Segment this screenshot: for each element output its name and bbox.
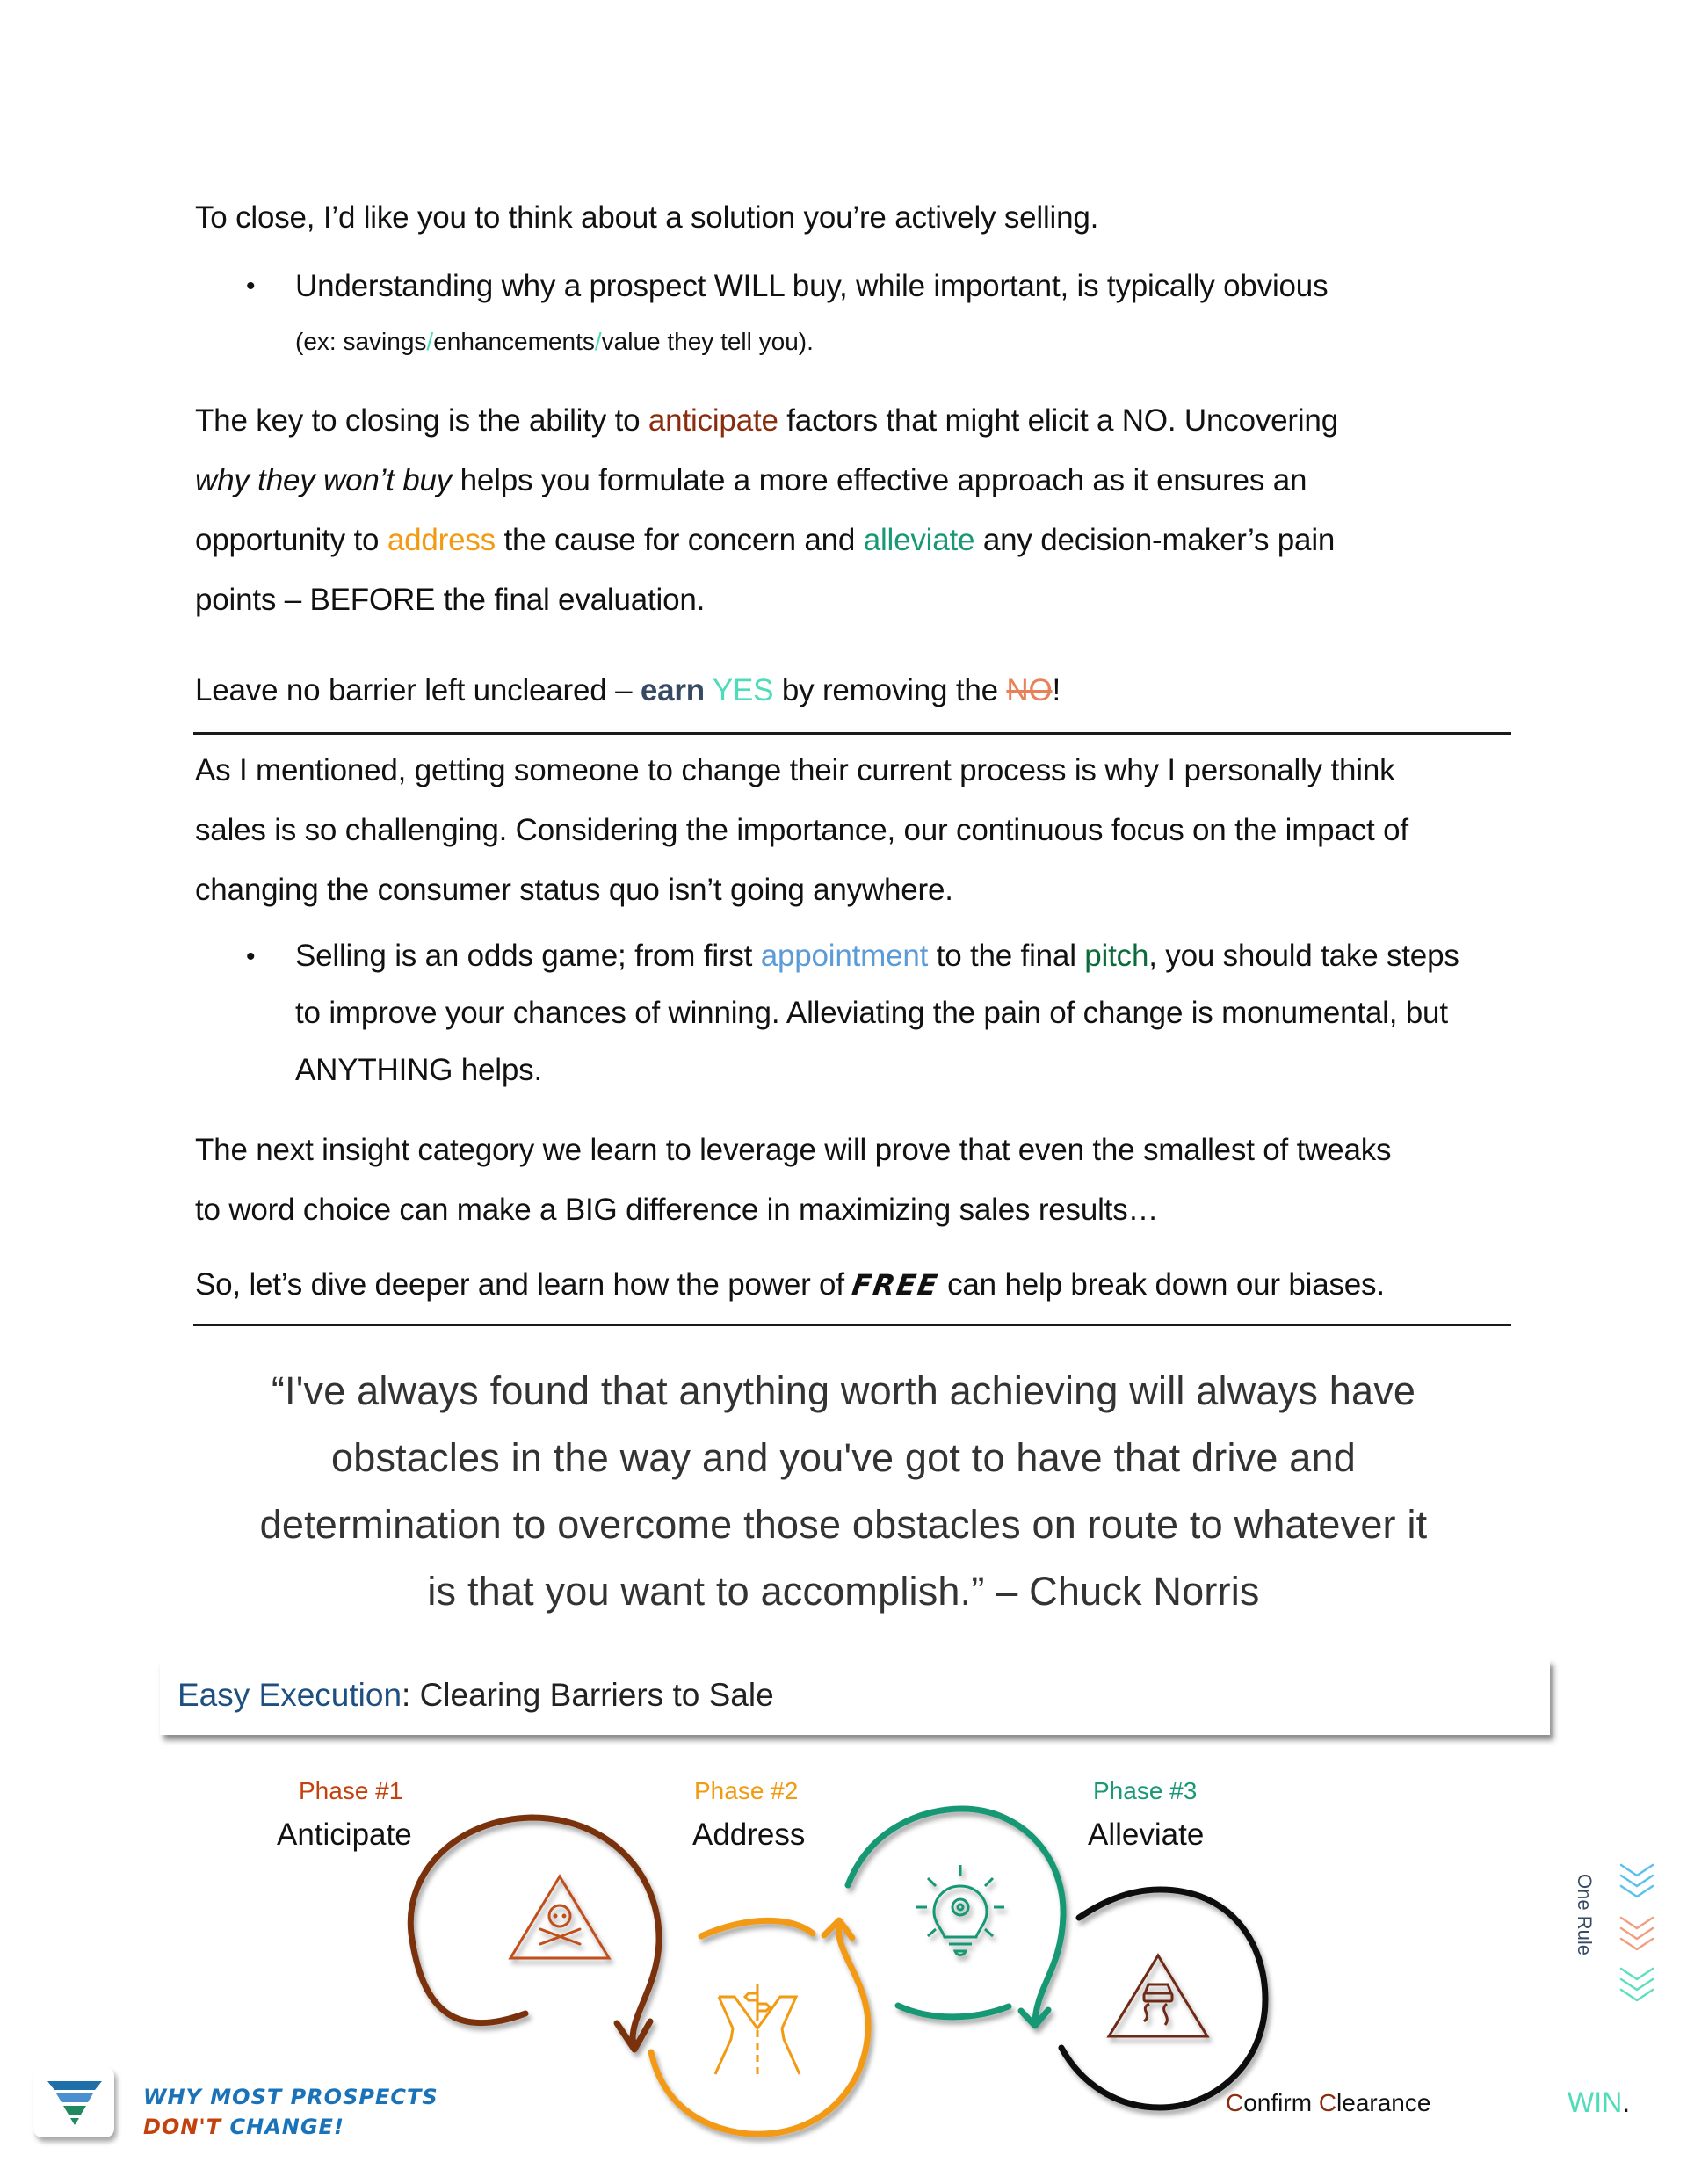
italic-why-they-wont-buy: why they won’t buy: [195, 463, 453, 497]
mentioned-line-3: changing the consumer status quo isn’t going anywhere.: [195, 873, 953, 907]
triple-chevron-down-icons: [1621, 1865, 1653, 2000]
chuck-norris-quote: [176, 1358, 1511, 1625]
odds-line-3: ANYTHING helps.: [295, 1053, 542, 1087]
alleviate-word: alleviate: [863, 523, 975, 557]
brand-line-2: DON'T CHANGE!: [143, 2115, 344, 2139]
brand-line-1: WHY MOST PROSPECTS: [143, 2085, 438, 2109]
tagline: Leave no barrier left uncleared – earn YES by removing the NO!: [195, 673, 1061, 707]
phase-2-name: Address: [692, 1818, 806, 1852]
phase-1-label: Phase #1: [299, 1777, 403, 1804]
skull-crossbones-warning-icon: [510, 1876, 609, 1958]
lightbulb-gear-icon: [916, 1865, 1004, 1955]
mentioned-paragraph: [195, 741, 1513, 920]
quote-line-1: “I've always found that anything worth achieving will always have: [271, 1368, 1416, 1413]
heading-rest: : Clearing Barriers to Sale: [402, 1677, 774, 1713]
key-line-4: points – BEFORE the final evaluation.: [195, 583, 706, 617]
intro-bullet: Understanding why a prospect WILL buy, while important, is typically obvious: [295, 269, 1329, 303]
funnel-logo-icon: [33, 2067, 114, 2137]
phase-3-loop-arrow: [848, 1809, 1063, 2026]
chevron-green-icon: [1621, 1969, 1653, 2000]
odds-line-2: to improve your chances of winning. Alleviating the pain of change is monumental, but: [295, 996, 1448, 1030]
intro-line: To close, I’d like you to think about a solution you’re actively selling.: [195, 200, 1099, 235]
quote-line-3: determination to overcome those obstacles on route to whatever it: [259, 1502, 1428, 1547]
heading-accent: Easy Execution: [177, 1677, 402, 1713]
phase-1-loop-arrow: [410, 1818, 659, 2050]
win-label: WIN.: [1568, 2086, 1631, 2118]
mentioned-line-1: As I mentioned, getting someone to change their current process is why I personally think: [195, 753, 1395, 787]
free-word-brush: FREE: [850, 1268, 942, 1302]
bullet-dot: •: [246, 942, 256, 971]
section-heading-box: [160, 1659, 1550, 1735]
phase-3-name: Alleviate: [1088, 1818, 1205, 1852]
example-value: value they tell you).: [601, 328, 814, 355]
appointment-word: appointment: [760, 939, 929, 973]
key-line-1: The key to closing is the ability to anticipate factors that might elicit a NO. Uncovering: [195, 403, 1338, 438]
example-savings: (ex: savings: [295, 328, 427, 355]
funnel-logo: [33, 2067, 114, 2137]
chevron-orange-icon: [1621, 1918, 1653, 1949]
dive-line: So, let’s dive deeper and learn how the power of FREE can help break down our biases.: [195, 1255, 1513, 1315]
quote-line-2: obstacles in the way and you've got to have that drive and: [331, 1435, 1356, 1480]
no-word-strikethrough: NO: [1006, 673, 1053, 707]
pitch-word: pitch: [1084, 939, 1149, 973]
confirm-clearance-loop: [1061, 1890, 1265, 2108]
confirm-clearance-label: Confirm Clearance: [1226, 2089, 1431, 2116]
key-line-2: why they won’t buy helps you formulate a more effective approach as it ensures an: [195, 463, 1307, 497]
odds-bullet: [295, 927, 1517, 1099]
key-paragraph: [195, 391, 1513, 630]
example-enhancements: enhancements: [433, 328, 595, 355]
divider-bottom: [193, 1324, 1511, 1326]
section-heading: [177, 1677, 774, 1714]
next-insight-paragraph: [195, 1121, 1513, 1240]
chevron-blue-icon: [1621, 1865, 1653, 1897]
key-line-3: opportunity to address the cause for concern and alleviate any decision-maker’s pain: [195, 523, 1336, 557]
phase-2-label: Phase #2: [694, 1777, 799, 1804]
next-insight-line-1: The next insight category we learn to leverage will prove that even the smallest of tweaks: [195, 1133, 1392, 1167]
yes-word: YES: [705, 673, 774, 707]
one-rule-label: One Rule: [1574, 1874, 1596, 1955]
phase-1-name: Anticipate: [277, 1818, 412, 1852]
address-word: address: [387, 523, 496, 557]
next-insight-line-2: to word choice can make a BIG difference in maximizing sales results…: [195, 1193, 1159, 1227]
quote-line-4: is that you want to accomplish.” – Chuck Norris: [427, 1569, 1260, 1614]
phase-3-label: Phase #3: [1093, 1777, 1198, 1804]
anticipate-word: anticipate: [648, 403, 778, 438]
example-slash: /: [594, 328, 602, 355]
mentioned-line-2: sales is so challenging. Considering the importance, our continuous focus on the impact of: [195, 813, 1408, 847]
slippery-road-warning-icon: [1109, 1955, 1207, 2036]
divider-top: [193, 732, 1511, 735]
earn-word: earn: [640, 673, 705, 707]
example-slash: /: [426, 328, 434, 355]
intro-example: [295, 328, 814, 356]
odds-line-1: Selling is an odds game; from first appointment to the final pitch, you should take steps: [295, 939, 1459, 973]
fork-road-signpost-icon: [715, 1984, 800, 2076]
bullet-dot: •: [246, 272, 256, 301]
